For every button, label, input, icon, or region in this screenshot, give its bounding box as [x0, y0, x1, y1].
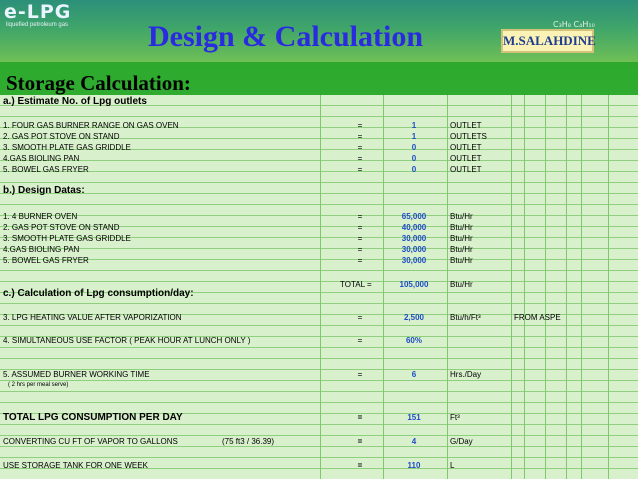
- equals-sign: =: [357, 413, 363, 422]
- summary-label: USE STORAGE TANK FOR ONE WEEK: [3, 461, 148, 470]
- part-c-row-label: 5. ASSUMED BURNER WORKING TIME: [3, 370, 150, 379]
- part-b-row-label: 4.GAS BIOLING PAN: [3, 245, 80, 254]
- author-badge: M.SALAHDINE: [501, 29, 594, 53]
- grid-line: [581, 95, 582, 479]
- part-a-heading: a.) Estimate No. of Lpg outlets: [3, 96, 147, 107]
- part-a-row-value: 0: [411, 165, 417, 174]
- part-b-row-value: 30,000: [401, 245, 427, 254]
- equals-sign: =: [357, 313, 363, 322]
- total-value: 105,000: [399, 280, 429, 289]
- part-b-row-label: 2. GAS POT STOVE ON STAND: [3, 223, 120, 232]
- grid-line: [447, 95, 448, 479]
- equals-sign: =: [357, 461, 363, 470]
- summary-unit: Ft³: [450, 413, 460, 422]
- part-a-row-label: 5. BOWEL GAS FRYER: [3, 165, 89, 174]
- part-c-row-value: 2,500: [403, 313, 425, 322]
- grid-line: [511, 95, 512, 479]
- logo-tagline: liquefied petroleum gas: [6, 22, 69, 28]
- part-b-row-unit: Btu/Hr: [450, 234, 473, 243]
- equals-sign: =: [357, 370, 363, 379]
- part-b-row-label: 5. BOWEL GAS FRYER: [3, 256, 89, 265]
- summary-unit: G/Day: [450, 437, 473, 446]
- part-c-row-label: 4. SIMULTANEOUS USE FACTOR ( PEAK HOUR AT LUNCH ONLY ): [3, 336, 251, 345]
- grid-line: [545, 95, 546, 479]
- part-b-row-value: 65,000: [401, 212, 427, 221]
- part-a-row-unit: OUTLETS: [450, 132, 487, 141]
- part-b-row-unit: Btu/Hr: [450, 245, 473, 254]
- formula-label: C₃H₈ C₄H₁₀: [553, 20, 595, 29]
- part-c-row-value: 6: [411, 370, 417, 379]
- source-note: FROM ASPE: [514, 313, 561, 322]
- part-a-row-unit: OUTLET: [450, 121, 482, 130]
- grid-line: [524, 95, 525, 479]
- section-title: Storage Calculation:: [6, 71, 191, 95]
- equals-sign: =: [357, 245, 363, 254]
- logo: e-LPG: [4, 1, 72, 23]
- part-a-row-value: 1: [411, 132, 417, 141]
- part-b-row-unit: Btu/Hr: [450, 223, 473, 232]
- part-a-row-unit: OUTLET: [450, 154, 482, 163]
- part-b-row-unit: Btu/Hr: [450, 256, 473, 265]
- part-c-heading: c.) Calculation of Lpg consumption/day:: [3, 288, 194, 299]
- part-c-row-label: 3. LPG HEATING VALUE AFTER VAPORIZATION: [3, 313, 182, 322]
- part-b-row-label: 1. 4 BURNER OVEN: [3, 212, 78, 221]
- total-unit: Btu/Hr: [450, 280, 473, 289]
- equals-sign: =: [357, 223, 363, 232]
- equals-sign: =: [357, 256, 363, 265]
- part-a-row-label: 2. GAS POT STOVE ON STAND: [3, 132, 120, 141]
- equals-sign: =: [357, 336, 363, 345]
- part-a-row-value: 0: [411, 154, 417, 163]
- part-b-row-unit: Btu/Hr: [450, 212, 473, 221]
- summary-value: 151: [407, 413, 421, 422]
- summary-label: TOTAL LPG CONSUMPTION PER DAY: [3, 412, 183, 423]
- part-a-row-label: 1. FOUR GAS BURNER RANGE ON GAS OVEN: [3, 121, 179, 130]
- equals-sign: =: [357, 154, 363, 163]
- summary-value: 110: [407, 461, 421, 470]
- part-b-heading: b.) Design Datas:: [3, 185, 85, 196]
- part-b-row-value: 30,000: [401, 234, 427, 243]
- grid-line: [566, 95, 567, 479]
- page-title: Design & Calculation: [148, 20, 424, 53]
- part-a-row-value: 1: [411, 121, 417, 130]
- part-b-row-label: 3. SMOOTH PLATE GAS GRIDDLE: [3, 234, 131, 243]
- grid-line: [320, 95, 321, 479]
- total-label: TOTAL =: [340, 280, 372, 289]
- equals-sign: =: [357, 212, 363, 221]
- equals-sign: =: [357, 234, 363, 243]
- equals-sign: =: [357, 437, 363, 446]
- row-subnote: ( 2 hrs per meal serve): [8, 382, 69, 388]
- conversion-note: (75 ft3 / 36.39): [222, 437, 275, 446]
- equals-sign: =: [357, 121, 363, 130]
- part-c-row-value: 60%: [405, 336, 422, 345]
- part-c-row-unit: Hrs./Day: [450, 370, 482, 379]
- part-a-row-unit: OUTLET: [450, 165, 482, 174]
- part-a-row-value: 0: [411, 143, 417, 152]
- part-b-row-value: 30,000: [401, 256, 427, 265]
- equals-sign: =: [357, 143, 363, 152]
- summary-label: CONVERTING CU FT OF VAPOR TO GALLONS: [3, 437, 178, 446]
- part-a-row-label: 3. SMOOTH PLATE GAS GRIDDLE: [3, 143, 131, 152]
- summary-value: 4: [411, 437, 417, 446]
- part-b-row-value: 40,000: [401, 223, 427, 232]
- summary-unit: L: [450, 461, 455, 470]
- part-a-row-unit: OUTLET: [450, 143, 482, 152]
- part-c-row-unit: Btu/h/Ft³: [450, 313, 481, 322]
- equals-sign: =: [357, 132, 363, 141]
- grid-line: [608, 95, 609, 479]
- equals-sign: =: [357, 165, 363, 174]
- part-a-row-label: 4.GAS BIOLING PAN: [3, 154, 80, 163]
